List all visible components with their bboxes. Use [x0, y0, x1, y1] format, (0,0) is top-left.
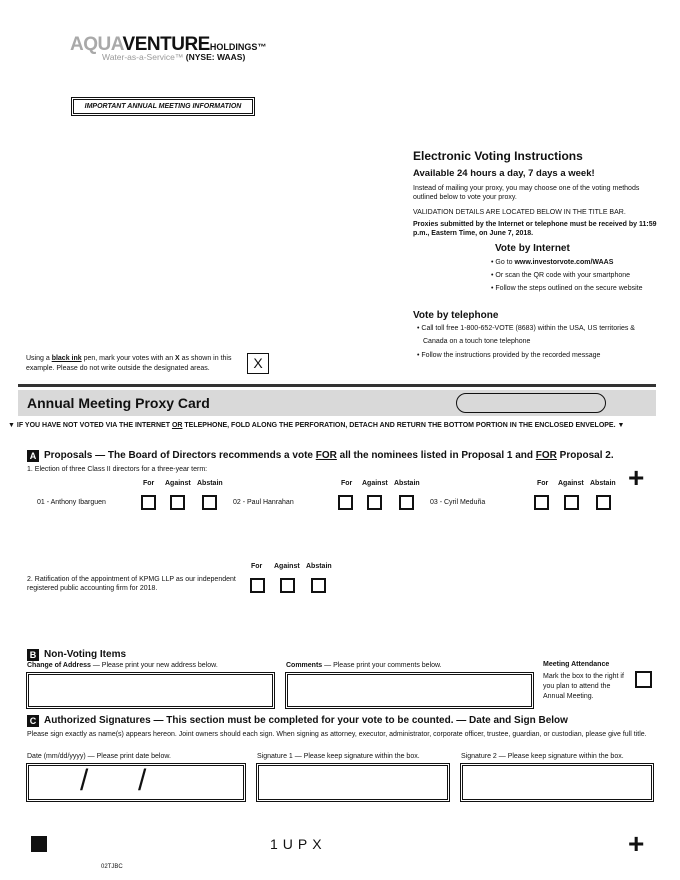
attendance-text: Mark the box to the right if you plan to attend the Annual Meeting.: [543, 673, 624, 700]
col-against: Against: [165, 480, 191, 487]
col-for: For: [143, 480, 155, 487]
proposal-2-against-checkbox[interactable]: [280, 578, 295, 593]
nominee-2: 02 - Paul Hanrahan: [233, 499, 294, 506]
section-a-badge: A: [27, 450, 39, 462]
company-logo: AQUAVENTUREHOLDINGS™: [70, 34, 267, 55]
signature-instructions: Please sign exactly as name(s) appears hereon. Joint owners should each sign. When signing as attorney, executor, administrator, corporate officer, trustee, guardian, or custodian, please give full title.: [27, 731, 647, 738]
col-abstain: Abstain: [306, 563, 332, 570]
availability-text: Available 24 hours a day, 7 days a week!: [413, 168, 595, 179]
nominee-2-against-checkbox[interactable]: [367, 495, 382, 510]
validation-pill: [456, 393, 606, 413]
important-info-label: IMPORTANT ANNUAL MEETING INFORMATION: [73, 99, 253, 114]
telephone-bullet-follow: • Follow the instructions provided by the recorded message: [417, 352, 601, 359]
nominee-2-for-checkbox[interactable]: [338, 495, 353, 510]
col-against: Against: [362, 480, 388, 487]
investorvote-link[interactable]: www.investorvote.com/WAAS: [514, 259, 614, 266]
date-slash: /: [138, 764, 147, 797]
date-slash: /: [80, 764, 89, 797]
change-address-box[interactable]: [28, 674, 273, 707]
internet-bullet-steps: • Follow the steps outlined on the secure website: [491, 285, 643, 292]
vote-internet-title: Vote by Internet: [495, 243, 570, 254]
proxy-card-title: Annual Meeting Proxy Card: [27, 395, 210, 411]
attendance-label: Meeting Attendance: [543, 661, 610, 668]
comments-box[interactable]: [287, 674, 532, 707]
section-a-title: Proposals — The Board of Directors recommends a vote FOR all the nominees listed in Proposal 1 and FOR Proposal 2.: [44, 450, 614, 461]
comments-label: Comments — Please print your comments below.: [286, 662, 442, 669]
form-code: 1UPX: [270, 836, 327, 852]
section-b-title: Non-Voting Items: [44, 649, 127, 660]
divider: [18, 384, 656, 387]
attendance-checkbox[interactable]: [635, 671, 652, 688]
nominee-3-for-checkbox[interactable]: [534, 495, 549, 510]
proposal-2-for-checkbox[interactable]: [250, 578, 265, 593]
telephone-bullet-call-cont: Canada on a touch tone telephone: [423, 338, 531, 345]
section-b-badge: B: [27, 649, 39, 661]
example-mark-box: X: [247, 353, 269, 374]
nominee-1-against-checkbox[interactable]: [170, 495, 185, 510]
internet-bullet-url: • Go to www.investorvote.com/WAAS: [491, 259, 614, 266]
batch-code: 02TJBC: [101, 864, 123, 870]
date-label: Date (mm/dd/yyyy) — Please print date below.: [27, 753, 171, 760]
vote-telephone-title: Vote by telephone: [413, 310, 499, 321]
nominee-2-abstain-checkbox[interactable]: [399, 495, 414, 510]
col-abstain: Abstain: [590, 480, 616, 487]
nominee-1: 01 - Anthony Ibarguen: [37, 499, 106, 506]
plus-mark: +: [628, 462, 645, 493]
col-against: Against: [558, 480, 584, 487]
electronic-voting-title: Electronic Voting Instructions: [413, 149, 583, 163]
col-abstain: Abstain: [197, 480, 223, 487]
registration-mark: [31, 836, 47, 852]
nominee-3: 03 - Cyril Meduña: [430, 499, 486, 506]
instead-text: Instead of mailing your proxy, you may choose one of the voting methods outlined below to vote your proxy.: [413, 185, 640, 201]
signature-1-label: Signature 1 — Please keep signature within the box.: [257, 753, 420, 760]
nominee-3-against-checkbox[interactable]: [564, 495, 579, 510]
change-address-label: Change of Address — Please print your new address below.: [27, 662, 218, 669]
validation-text: VALIDATION DETAILS ARE LOCATED BELOW IN THE TITLE BAR.: [413, 209, 626, 216]
internet-bullet-qr: • Or scan the QR code with your smartphone: [491, 272, 631, 279]
signature-1-box[interactable]: [258, 765, 448, 800]
signature-2-label: Signature 2 — Please keep signature within the box.: [461, 753, 624, 760]
deadline-text: Proxies submitted by the Internet or telephone must be received by 11:59 p.m., Eastern Time, on June 7, 2018.: [413, 221, 657, 237]
plus-mark: +: [628, 828, 645, 859]
col-against: Against: [274, 563, 300, 570]
signature-2-box[interactable]: [462, 765, 652, 800]
proposal-2-text: 2. Ratification of the appointment of KPMG LLP as our independent registered public accounting firm for 2018.: [27, 576, 236, 592]
fold-notice: ▼ IF YOU HAVE NOT VOTED VIA THE INTERNET OR TELEPHONE, FOLD ALONG THE PERFORATION, DETACH AND RETURN THE BOTTOM PORTION IN THE ENCLOSED ENVELOPE. ▼: [8, 422, 625, 429]
col-for: For: [341, 480, 353, 487]
logo-tagline: Water-as-a-Service™ (NYSE: WAAS): [102, 52, 246, 62]
marking-instructions: Using a black ink pen, mark your votes with an X as shown in this example. Please do not write outside the designated areas.: [26, 355, 232, 372]
col-for: For: [251, 563, 263, 570]
section-c-badge: C: [27, 715, 39, 727]
nominee-1-abstain-checkbox[interactable]: [202, 495, 217, 510]
date-box[interactable]: [28, 765, 244, 800]
col-abstain: Abstain: [394, 480, 420, 487]
proposal-1-text: 1. Election of three Class II directors for a three-year term:: [27, 466, 208, 473]
nominee-3-abstain-checkbox[interactable]: [596, 495, 611, 510]
nominee-1-for-checkbox[interactable]: [141, 495, 156, 510]
col-for: For: [537, 480, 549, 487]
telephone-bullet-call: • Call toll free 1-800-652-VOTE (8683) within the USA, US territories &: [417, 325, 635, 332]
proposal-2-abstain-checkbox[interactable]: [311, 578, 326, 593]
section-c-title: Authorized Signatures — This section must be completed for your vote to be counted. — Date and Sign Below: [44, 715, 568, 726]
